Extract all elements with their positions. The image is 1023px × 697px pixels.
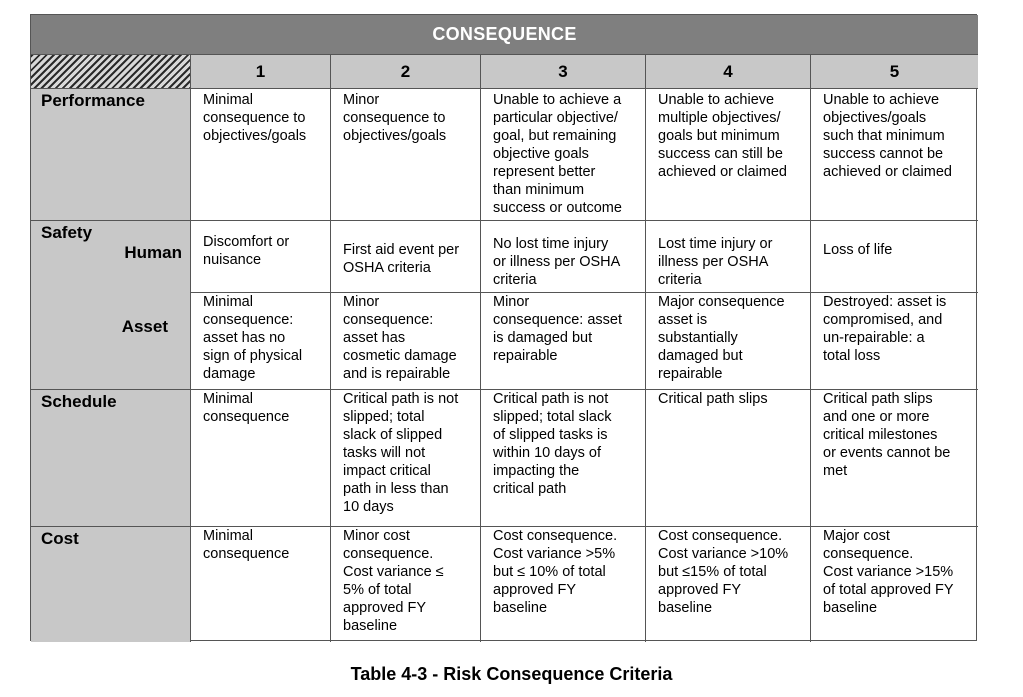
table-cell: Critical path slips and one or more critical milestones or events cannot be met bbox=[811, 390, 978, 527]
corner-hatch-cell bbox=[31, 55, 191, 89]
table-cell: Major cost consequence. Cost variance >15% of total approved FY baseline bbox=[823, 528, 954, 616]
row-sublabel: Asset bbox=[121, 317, 168, 336]
table-cell: Minimal consequence bbox=[191, 527, 331, 642]
table-cell: Minor cost consequence. Cost variance ≤ 5% of total approved FY baseline bbox=[331, 527, 481, 642]
table-cell: First aid event per OSHA criteria bbox=[331, 221, 481, 293]
table-cell: Destroyed: asset is compromised, and un-repairable: a total loss bbox=[811, 293, 978, 390]
table-cell: No lost time injury or illness per OSHA criteria bbox=[481, 221, 646, 293]
table-title: CONSEQUENCE bbox=[31, 15, 978, 55]
table-cell: Critical path is not slipped; total slack of slipped tasks is within 10 days of impacting the critical path bbox=[481, 390, 646, 527]
row-label: Safety bbox=[41, 223, 93, 242]
column-header-1: 1 bbox=[191, 55, 331, 89]
table-cell: Minimal consequence bbox=[191, 390, 331, 527]
row-header-asset bbox=[31, 293, 191, 390]
row-header-safety-human bbox=[31, 221, 191, 293]
column-header-5: 5 bbox=[811, 55, 978, 89]
risk-consequence-table bbox=[30, 14, 977, 641]
table-cell: Minor consequence: asset is damaged but repairable bbox=[481, 293, 646, 390]
table-cell: Lost time injury or illness per OSHA criteria bbox=[646, 221, 811, 293]
table-cell: Minor consequence to objectives/goals bbox=[331, 89, 481, 221]
column-header-4: 4 bbox=[646, 55, 811, 89]
column-header-3: 3 bbox=[481, 55, 646, 89]
column-header-2: 2 bbox=[331, 55, 481, 89]
table-cell: Unable to achieve objectives/goals such that minimum success cannot be achieved or claimed bbox=[811, 89, 978, 221]
row-sublabel: Human bbox=[124, 243, 182, 262]
row-header-cost bbox=[31, 527, 191, 642]
table-cell: Critical path slips bbox=[646, 390, 811, 527]
row-label: Schedule bbox=[41, 392, 117, 411]
row-label: Cost bbox=[41, 529, 79, 548]
row-header-performance bbox=[31, 89, 191, 221]
table-caption: Table 4-3 - Risk Consequence Criteria bbox=[350, 664, 673, 684]
table-cell: Minimal consequence to objectives/goals bbox=[191, 89, 331, 221]
table-cell: Loss of life bbox=[811, 221, 978, 293]
row-label: Performance bbox=[41, 91, 145, 110]
table-cell: Minor consequence: asset has cosmetic damage and is repairable bbox=[331, 293, 481, 390]
table-cell: Minimal consequence: asset has no sign of physical damage bbox=[191, 293, 331, 390]
table-cell: Unable to achieve multiple objectives/ goals but minimum success can still be achieved or claimed bbox=[646, 89, 811, 221]
table-cell: Cost consequence. Cost variance >10% but ≤15% of total approved FY baseline bbox=[646, 527, 811, 642]
table-cell: Major consequence asset is substantially damaged but repairable bbox=[646, 293, 811, 390]
table-cell: Unable to achieve a particular objective/ goal, but remaining objective goals represent better than minimum success or outcome bbox=[481, 89, 646, 221]
table-cell: Cost consequence. Cost variance >5% but ≤ 10% of total approved FY baseline bbox=[481, 527, 646, 642]
table-cell: Discomfort or nuisance bbox=[191, 221, 331, 293]
table-cell: Critical path is not slipped; total slack of slipped tasks will not impact critical path in less than 10 days bbox=[331, 390, 481, 527]
row-header-schedule bbox=[31, 390, 191, 527]
